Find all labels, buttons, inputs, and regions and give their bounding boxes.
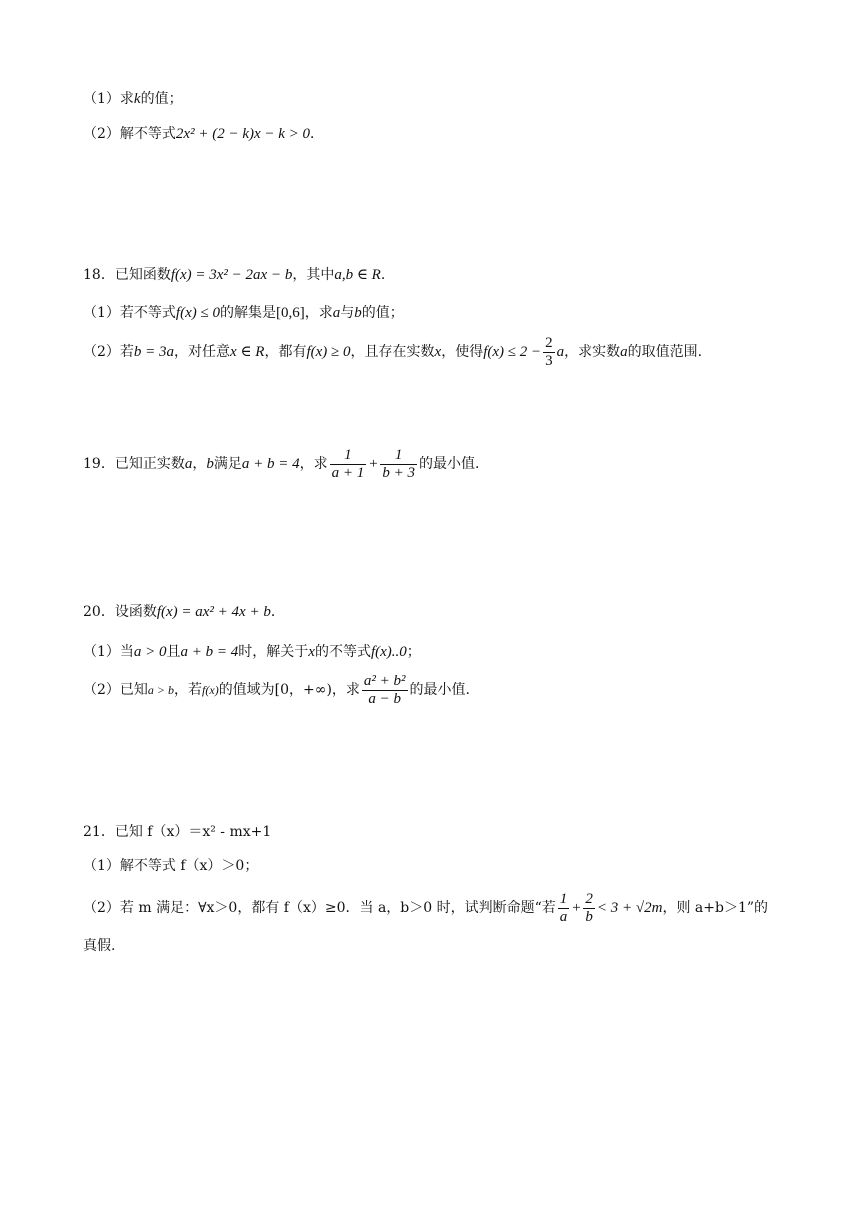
q21-fraction-2 — [583, 891, 595, 926]
q19-a: a — [184, 456, 193, 472]
q18-p2-t6: 的取值范围. — [627, 344, 703, 360]
q18-fraction — [543, 335, 555, 370]
q19-b: b — [206, 456, 214, 472]
q18-p2-forall: x ∈ R — [230, 344, 265, 360]
q19-f1-den: a + 1 — [331, 464, 365, 481]
q21-part2 — [83, 888, 768, 928]
q21-ineq: < 3 + √2m — [596, 900, 663, 916]
q19-f2-den: b + 3 — [382, 464, 415, 481]
q19-fraction-2 — [380, 447, 417, 482]
q17-part1-text: （1）求 — [83, 91, 134, 107]
q18-p1-mid: 的解集是 — [219, 305, 276, 321]
q17-part1 — [83, 89, 183, 109]
q18-stem-mid: ，其中 — [292, 267, 335, 283]
q18-p2-t4: ，使得 — [441, 344, 484, 360]
q20-p2-cond: a > b — [147, 683, 175, 697]
q18-p2-ineq: f(x) ≥ 0 — [306, 344, 351, 360]
q18-p1-a: a — [332, 305, 341, 321]
q18-p1-pre: （1）若不等式 — [83, 305, 176, 321]
q18-p2-a: a — [556, 344, 565, 360]
q18-p2-pre: （2）若 — [83, 344, 134, 360]
q18-p2-t2: ，都有 — [264, 344, 307, 360]
q21-p2-pre: （2）若 m 满足：∀x＞0，都有 f（x）≥0．当 a，b＞0 时，试判断命题“若 — [83, 900, 556, 916]
q17-part1-tail: 的值； — [140, 91, 183, 107]
q20-p1-x: x — [308, 644, 315, 660]
q20-end: ． — [270, 604, 285, 620]
q18-p1-end: 的值； — [361, 305, 404, 321]
q18-p2-t3: ，且存在实数 — [350, 344, 435, 360]
q18-part2 — [83, 333, 702, 371]
q19-f2-num: 1 — [380, 447, 417, 465]
q20-part1 — [83, 642, 421, 662]
q19-cond: a + b = 4 — [241, 456, 300, 472]
q20-p1-t3: 的不等式 — [314, 644, 371, 660]
q21-part1: （1）解不等式 f（x）＞0； — [83, 858, 259, 874]
q21-f2-den: b — [585, 908, 593, 925]
q20-p1-c1: a > 0 — [133, 644, 167, 660]
q21-fraction-1 — [558, 891, 570, 926]
q20-p1-end: ； — [406, 644, 421, 660]
q20-p1-c2: a + b = 4 — [180, 644, 239, 660]
q20-function: f(x) = ax² + 4x + b — [156, 604, 271, 620]
q20-p2-fx: f(x) — [202, 683, 219, 697]
q20-part2 — [83, 670, 470, 710]
q18-p1-post: ，求 — [304, 305, 333, 321]
q20-fraction — [362, 673, 408, 708]
q19-plus: + — [368, 456, 379, 472]
q20-pre: 20．设函数 — [83, 604, 157, 620]
q21-stem: 21．已知 f（x）＝x² - mx+1 — [83, 824, 272, 840]
q18-frac-num: 2 — [545, 334, 553, 351]
q18-domain: a,b ∈ R — [334, 267, 381, 283]
q18-p2-x: x — [434, 344, 442, 360]
q20-p2-post: 的最小值. — [409, 682, 470, 698]
q18-p1-interval: [0,6] — [275, 305, 305, 321]
q20-p2-t2: 的值域为[0，+∞)，求 — [218, 682, 360, 698]
q20-p1-t2: 时，解关于 — [238, 644, 309, 660]
q18-function: f(x) = 3x² − 2ax − b — [170, 267, 293, 283]
q19-stem — [83, 445, 479, 483]
q21-f1-num: 1 — [559, 890, 568, 907]
q20-frac-den: a − b — [368, 690, 402, 707]
q20-p1-ineq: f(x)..0 — [370, 644, 407, 660]
q20-frac-num: a² + b² — [363, 672, 406, 689]
q17-part2-tail: ． — [310, 126, 325, 142]
q20-p1-t1: 且 — [166, 644, 181, 660]
q18-p1-ineq: f(x) ≤ 0 — [175, 305, 220, 321]
q19-t2: ，求 — [299, 456, 328, 472]
q20-p1-pre: （1）当 — [83, 644, 134, 660]
q21-plus: + — [571, 900, 582, 916]
q18-p2-a2: a — [620, 344, 628, 360]
q19-f1-num: 1 — [330, 447, 367, 465]
q20-stem — [83, 602, 285, 622]
q18-stem-end: . — [380, 267, 386, 283]
q18-p2-t1: ，对任意 — [174, 344, 231, 360]
q21-p2-post: ，则 a+b＞1”的 — [662, 900, 769, 916]
q17-part2-text: （2）解不等式 — [83, 126, 176, 142]
q20-p2-t1: ，若 — [174, 682, 203, 698]
q19-t1: 满足 — [213, 456, 242, 472]
q21-part2-tail: 真假. — [83, 938, 116, 954]
q17-inequality: 2x² + (2 − k)x − k > 0 — [175, 126, 311, 142]
q18-p2-t5: ，求实数 — [564, 344, 621, 360]
q18-stem — [83, 265, 385, 285]
q18-frac-den: 3 — [545, 352, 553, 369]
q17-var-k: k — [133, 91, 141, 107]
q18-part1 — [83, 303, 404, 323]
q19-post: 的最小值. — [418, 456, 480, 472]
q18-p1-and: 与 — [340, 305, 355, 321]
q19-comma: ， — [192, 456, 207, 472]
q17-part2 — [83, 124, 324, 144]
q18-p2-cond: b = 3a — [133, 344, 175, 360]
q18-label: 18．已知函数 — [83, 267, 171, 283]
q19-pre: 19．已知正实数 — [83, 456, 185, 472]
q21-f1-den: a — [559, 908, 568, 925]
q20-p2-pre: （2）已知 — [83, 682, 148, 698]
q18-p2-ineq2: f(x) ≤ 2 − — [483, 344, 542, 360]
q21-f2-num: 2 — [585, 890, 593, 907]
q18-p1-b: b — [354, 305, 362, 321]
q19-fraction-1 — [330, 447, 367, 482]
